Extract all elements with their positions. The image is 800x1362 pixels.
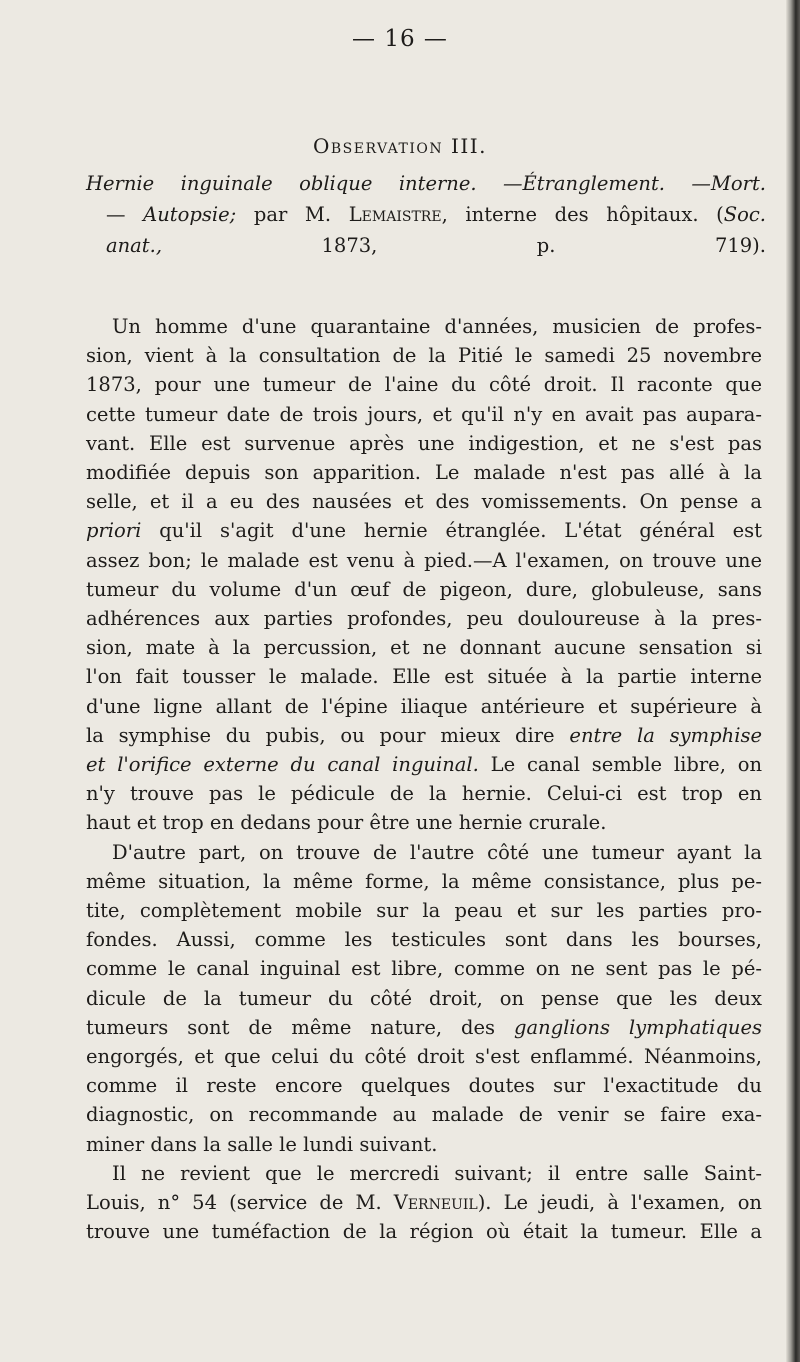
paragraph-2 <box>86 838 762 1159</box>
text-line: et l'orifice externe du canal inguinal. Le canal semble libre, on <box>86 753 762 777</box>
text-line: tumeurs sont de même nature, des ganglions lymphatiques <box>86 1015 763 1039</box>
text-line: dicule de la tumeur du côté droit, on pense que les deux <box>86 986 762 1010</box>
text-line: trouve une tuméfaction de la région où était la tumeur. Elle a <box>86 1220 762 1244</box>
section-heading: Observation III. <box>312 134 488 158</box>
text-line: l'on fait tousser le malade. Elle est située à la partie interne <box>86 665 762 689</box>
subtitle-line-3: anat., 1873, p. 719). <box>106 234 766 257</box>
page-edge-shadow <box>786 0 800 1362</box>
text-line: selle, et il a eu des nausées et des vomissements. On pense a <box>86 490 762 514</box>
observation-subtitle <box>86 168 766 261</box>
text-line: sion, vient à la consultation de la Pitié le samedi 25 novembre <box>86 344 762 368</box>
text-line: sion, mate à la percussion, et ne donnant aucune sensation si <box>86 636 762 660</box>
text-line: engorgés, et que celui du côté droit s'est enflammé. Néanmoins, <box>86 1045 762 1069</box>
text-line: D'autre part, on trouve de l'autre côté une tumeur ayant la <box>112 840 762 864</box>
text-line: tite, complètement mobile sur la peau et sur les parties pro- <box>86 899 762 923</box>
text-line: même situation, la même forme, la même consistance, plus pe- <box>86 869 762 893</box>
text-line: priori qu'il s'agit d'une hernie étranglée. L'état général est <box>86 519 762 543</box>
paragraph-3 <box>86 1159 762 1247</box>
text-line: d'une ligne allant de l'épine iliaque antérieure et supérieure à <box>86 694 762 718</box>
text-line: comme le canal inguinal est libre, comme on ne sent pas le pé- <box>86 957 762 981</box>
text-line: n'y trouve pas le pédicule de la hernie. Celui-ci est trop en <box>86 782 762 806</box>
text-line: miner dans la salle le lundi suivant. <box>86 1132 438 1156</box>
subtitle-line-2: — Autopsie; par M. Lemaistre, interne des hôpitaux. (Soc. <box>106 203 766 226</box>
text-line: fondes. Aussi, comme les testicules sont dans les bourses, <box>86 928 762 952</box>
text-line: adhérences aux parties profondes, peu douloureuse à la pres- <box>86 607 762 631</box>
text-line: Un homme d'une quarantaine d'années, musicien de profes- <box>112 315 762 338</box>
paragraph-1 <box>86 312 762 838</box>
text-line: comme il reste encore quelques doutes sur l'exactitude du <box>86 1074 762 1098</box>
text-line: diagnostic, on recommande au malade de venir se faire exa- <box>86 1103 762 1127</box>
text-line: vant. Elle est survenue après une indigestion, et ne s'est pas <box>86 431 762 455</box>
text-line: tumeur du volume d'un œuf de pigeon, dure, globuleuse, sans <box>86 577 762 601</box>
body-text <box>86 312 762 1247</box>
text-line: assez bon; le malade est venu à pied.—A l'examen, on trouve une <box>86 548 762 572</box>
text-line: modifiée depuis son apparition. Le malade n'est pas allé à la <box>86 461 762 485</box>
text-line: Louis, n° 54 (service de M. Verneuil). Le jeudi, à l'examen, on <box>86 1191 762 1215</box>
text-line: cette tumeur date de trois jours, et qu'il n'y en avait pas aupara- <box>86 402 762 426</box>
text-line: la symphise du pubis, ou pour mieux dire entre la symphise <box>86 723 762 747</box>
text-line: Il ne revient que le mercredi suivant; il entre salle Saint- <box>112 1161 762 1185</box>
subtitle-line-1: Hernie inguinale oblique interne. —Étranglement. —Mort. <box>86 172 766 195</box>
text-line: 1873, pour une tumeur de l'aine du côté droit. Il raconte que <box>86 373 762 397</box>
text-line: haut et trop en dedans pour être une hernie crurale. <box>86 811 607 835</box>
page-number: — 16 — <box>352 26 448 52</box>
